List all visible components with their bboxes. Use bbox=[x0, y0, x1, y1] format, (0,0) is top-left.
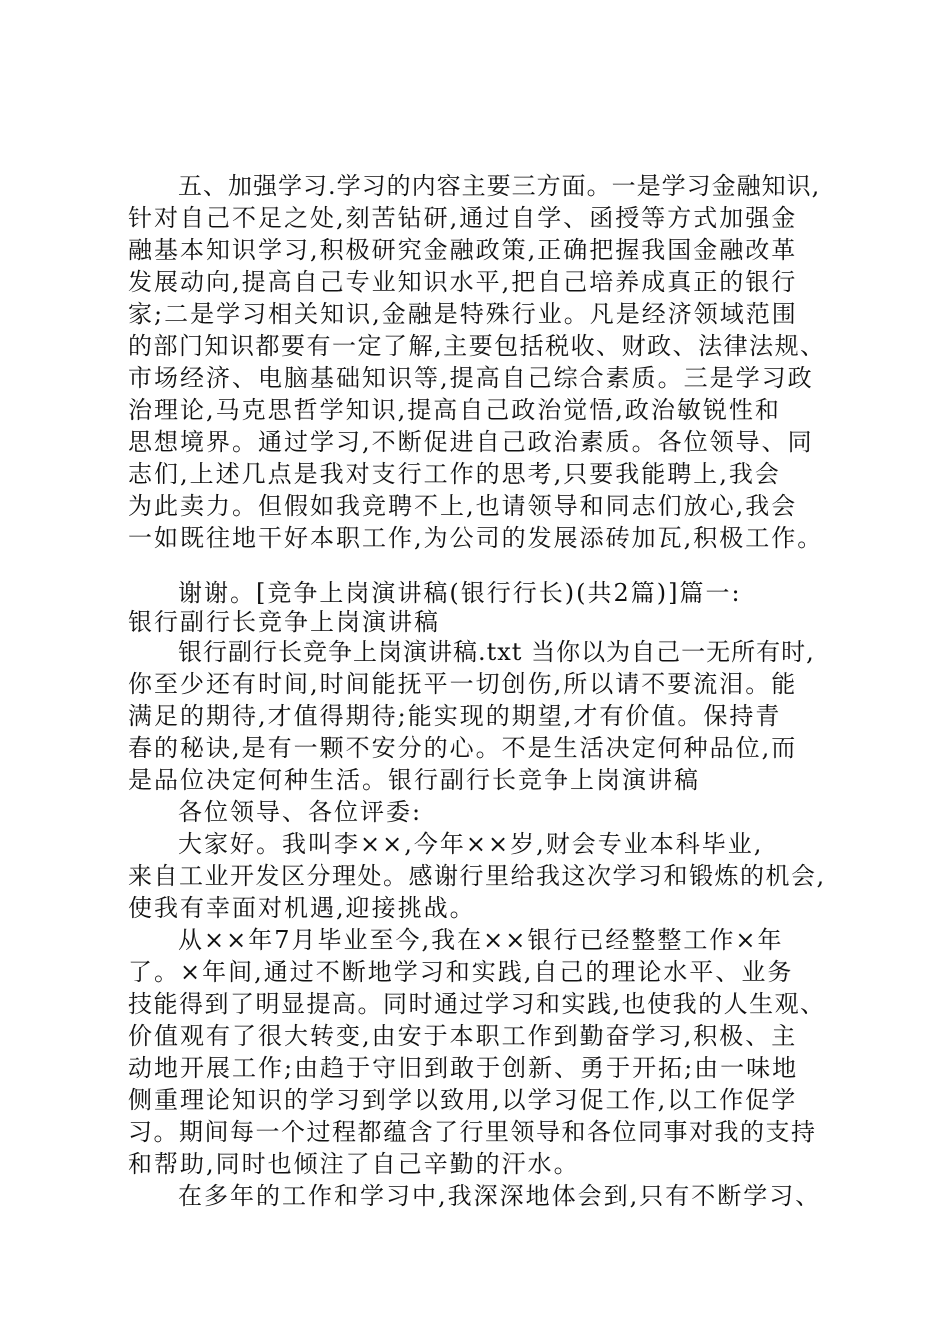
text-line: 为此卖力。但假如我竞聘不上,也请领导和同志们放心,我会 bbox=[128, 492, 798, 520]
text-line: 习。期间每一个过程都蕴含了行里领导和各位同事对我的支持 bbox=[128, 1118, 817, 1146]
text-line: 和帮助,同时也倾注了自己辛勤的汗水。 bbox=[128, 1150, 580, 1178]
text-line: 五、加强学习.学习的内容主要三方面。一是学习金融知识, bbox=[178, 172, 821, 200]
text-line: 是品位决定何种生活。银行副行长竞争上岗演讲稿 bbox=[128, 766, 700, 794]
text-line: 治理论,马克思哲学知识,提高自己政治觉悟,政治敏锐性和 bbox=[128, 396, 781, 424]
text-line: 志们,上述几点是我对支行工作的思考,只要我能聘上,我会 bbox=[128, 460, 781, 488]
text-line: 侧重理论知识的学习到学以致用,以学习促工作,以工作促学 bbox=[128, 1086, 798, 1114]
text-line: 你至少还有时间,时间能抚平一切创伤,所以请不要流泪。能 bbox=[128, 670, 798, 698]
text-line: 来自工业开发区分理处。感谢行里给我这次学习和锻炼的机会, bbox=[128, 862, 826, 890]
text-line: 技能得到了明显提高。同时通过学习和实践,也使我的人生观、 bbox=[128, 990, 826, 1018]
text-line: 针对自己不足之处,刻苦钻研,通过自学、函授等方式加强金 bbox=[128, 204, 798, 232]
text-line: 满足的期待,才值得期待;能实现的期望,才有价值。保持青 bbox=[128, 702, 782, 730]
text-line: 发展动向,提高自己专业知识水平,把自己培养成真正的银行 bbox=[128, 268, 798, 296]
text-line: 春的秘诀,是有一颗不安分的心。不是生活决定何种品位,而 bbox=[128, 734, 798, 762]
text-line: 从××年7月毕业至今,我在××银行已经整整工作×年 bbox=[178, 926, 784, 954]
text-line: 使我有幸面对机遇,迎接挑战。 bbox=[128, 894, 476, 922]
text-line: 动地开展工作;由趋于守旧到敢于创新、勇于开拓;由一味地 bbox=[128, 1054, 799, 1082]
text-line: 家;二是学习相关知识,金融是特殊行业。凡是经济领域范围 bbox=[128, 300, 798, 328]
text-line: 思想境界。通过学习,不断促进自己政治素质。各位领导、同 bbox=[128, 428, 814, 456]
text-line: 大家好。我叫李××,今年××岁,财会专业本科毕业, bbox=[178, 830, 764, 858]
text-line: 一如既往地干好本职工作,为公司的发展添砖加瓦,积极工作。 bbox=[128, 524, 824, 552]
text-line: 的部门知识都要有一定了解,主要包括税收、财政、法律法规、 bbox=[128, 332, 826, 360]
text-line: 银行副行长竞争上岗演讲稿.txt 当你以为自己一无所有时, bbox=[178, 638, 815, 666]
text-line: 融基本知识学习,积极研究金融政策,正确把握我国金融改革 bbox=[128, 236, 798, 264]
text-line: 市场经济、电脑基础知识等,提高自己综合素质。三是学习政 bbox=[128, 364, 814, 392]
text-line: 了。×年间,通过不断地学习和实践,自己的理论水平、业务 bbox=[128, 958, 794, 986]
text-line: 谢谢。[竞争上岗演讲稿(银行行长)(共2篇)]篇一: bbox=[178, 579, 742, 607]
text-line: 在多年的工作和学习中,我深深地体会到,只有不断学习、 bbox=[178, 1182, 822, 1210]
text-line: 价值观有了很大转变,由安于本职工作到勤奋学习,积极、主 bbox=[128, 1022, 798, 1050]
text-line: 银行副行长竞争上岗演讲稿 bbox=[128, 608, 440, 636]
text-line: 各位领导、各位评委: bbox=[178, 798, 423, 826]
